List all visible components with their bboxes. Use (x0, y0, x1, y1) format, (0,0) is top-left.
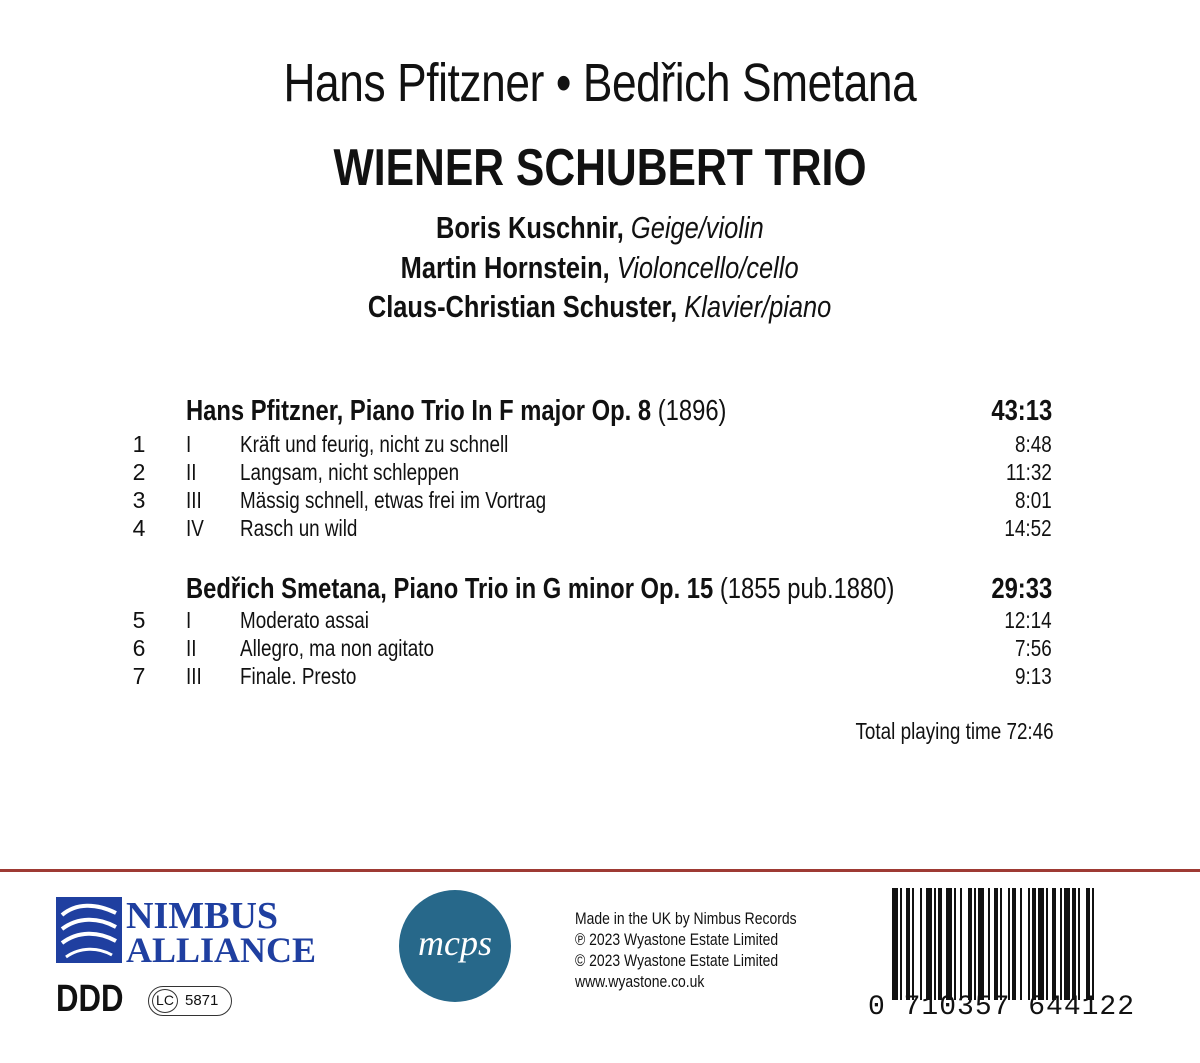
track-number: 2 (132, 459, 146, 485)
work-title: Bedřich Smetana, Piano Trio in G minor Op. 15 (186, 573, 714, 605)
performer-name: Claus-Christian Schuster, (368, 289, 678, 324)
recording-format (56, 978, 138, 1021)
performer-line (0, 210, 1200, 246)
ensemble-name: WIENER SCHUBERT TRIO (333, 139, 867, 197)
barcode-bar (1012, 888, 1016, 1000)
track-number: 1 (132, 431, 146, 457)
barcode-bar (906, 888, 910, 1000)
barcode-bar (946, 888, 952, 1000)
barcode-bar (988, 888, 990, 1000)
track-duration: 7:56 (1015, 635, 1052, 661)
barcode-bar (1038, 888, 1044, 1000)
performer-line (0, 289, 1200, 325)
barcode-bar (1052, 888, 1056, 1000)
lc-prefix: LC (152, 989, 178, 1013)
performer-instrument: Geige/violin (631, 210, 764, 245)
credit-line: Made in the UK by Nimbus Records (575, 909, 797, 928)
work-year: (1896) (657, 395, 727, 427)
performer-instrument: Violoncello/cello (617, 250, 799, 285)
barcode-bar (1000, 888, 1002, 1000)
work-duration: 43:13 (991, 395, 1052, 427)
track-row (0, 663, 1200, 691)
barcode-bar (1086, 888, 1090, 1000)
track-duration: 14:52 (1004, 515, 1052, 541)
barcode-bar (1092, 888, 1094, 1000)
track-number: 6 (132, 635, 146, 661)
barcode-bar (1008, 888, 1010, 1000)
work-title: Hans Pfitzner, Piano Trio In F major Op. 8 (186, 395, 652, 427)
mcps-logo (398, 889, 512, 1003)
track-title: Langsam, nicht schleppen (240, 459, 460, 485)
composers-heading (0, 52, 1200, 114)
website-link[interactable]: www.wyastone.co.uk (575, 972, 705, 991)
lc-number: 5871 (185, 992, 219, 1009)
barcode-bar (978, 888, 984, 1000)
work-year: (1855 pub.1880) (719, 573, 895, 605)
performer-line (0, 250, 1200, 286)
track-title: Allegro, ma non agitato (240, 635, 434, 661)
bullet-separator: • (555, 53, 572, 113)
track-duration: 11:32 (1006, 459, 1052, 485)
track-duration: 12:14 (1004, 607, 1052, 633)
barcode-bar (1064, 888, 1070, 1000)
movement-number: I (186, 607, 192, 633)
nimbus-logo-line1: NIMBUS (126, 895, 279, 937)
barcode-bar (1072, 888, 1076, 1000)
nimbus-alliance-logo (56, 895, 338, 965)
credit-line: © 2023 Wyastone Estate Limited (575, 951, 779, 970)
track-row (0, 459, 1200, 487)
label-code-badge (148, 986, 232, 1016)
barcode-bar (968, 888, 972, 1000)
track-title: Rasch un wild (240, 515, 358, 541)
movement-number: III (186, 663, 202, 689)
total-playing-time-text: Total playing time 72:46 (855, 718, 1054, 744)
track-row (0, 635, 1200, 663)
track-number: 5 (132, 607, 146, 633)
track-number: 7 (132, 663, 146, 689)
format-code: DDD (56, 978, 124, 1020)
track-number: 4 (132, 515, 146, 541)
track-title: Kräft und feurig, nicht zu schnell (240, 431, 509, 457)
performer-instrument: Klavier/piano (684, 289, 832, 324)
track-row (0, 431, 1200, 459)
track-title: Finale. Presto (240, 663, 357, 689)
barcode-bar (974, 888, 976, 1000)
track-row (0, 487, 1200, 515)
performer-name: Boris Kuschnir, (436, 210, 624, 245)
barcode-bar (1046, 888, 1048, 1000)
track-duration: 9:13 (1015, 663, 1052, 689)
track-title: Moderato assai (240, 607, 369, 633)
performer-name: Martin Hornstein, (401, 250, 611, 285)
barcode-number: 0 710357 644122 (868, 992, 1136, 1023)
barcode-bar (900, 888, 902, 1000)
work-header (186, 395, 1052, 431)
track-title: Mässig schnell, etwas frei im Vortrag (240, 487, 547, 513)
barcode-bar (994, 888, 998, 1000)
track-row (0, 607, 1200, 635)
credits-block (575, 908, 845, 992)
total-playing-time (812, 718, 1054, 745)
barcode-bar (960, 888, 962, 1000)
barcode-bar (938, 888, 942, 1000)
track-number: 3 (132, 487, 146, 513)
barcode-bar (912, 888, 914, 1000)
movement-number: I (186, 431, 192, 457)
composer-1: Hans Pfitzner (283, 53, 545, 113)
ensemble-title (0, 138, 1200, 198)
movement-number: IV (186, 515, 204, 541)
barcode (890, 888, 1154, 1000)
nimbus-logo-line2: ALLIANCE (126, 930, 317, 965)
movement-number: II (186, 459, 197, 485)
work-duration: 29:33 (991, 573, 1052, 605)
barcode-bar (1032, 888, 1036, 1000)
barcode-bar (934, 888, 936, 1000)
composer-2: Bedřich Smetana (582, 53, 917, 113)
barcode-bar (1060, 888, 1062, 1000)
movement-number: II (186, 635, 197, 661)
barcode-bar (1078, 888, 1080, 1000)
barcode-bar (920, 888, 922, 1000)
track-duration: 8:48 (1015, 431, 1052, 457)
barcode-bar (892, 888, 898, 1000)
work-header (186, 573, 1052, 609)
footer-divider (0, 869, 1200, 872)
mcps-logo-text: mcps (418, 923, 492, 963)
barcode-bar (926, 888, 932, 1000)
track-row (0, 515, 1200, 543)
barcode-bar (1028, 888, 1030, 1000)
movement-number: III (186, 487, 202, 513)
barcode-bar (954, 888, 956, 1000)
track-duration: 8:01 (1015, 487, 1052, 513)
barcode-bar (1020, 888, 1022, 1000)
credit-line: ℗ 2023 Wyastone Estate Limited (575, 930, 779, 949)
